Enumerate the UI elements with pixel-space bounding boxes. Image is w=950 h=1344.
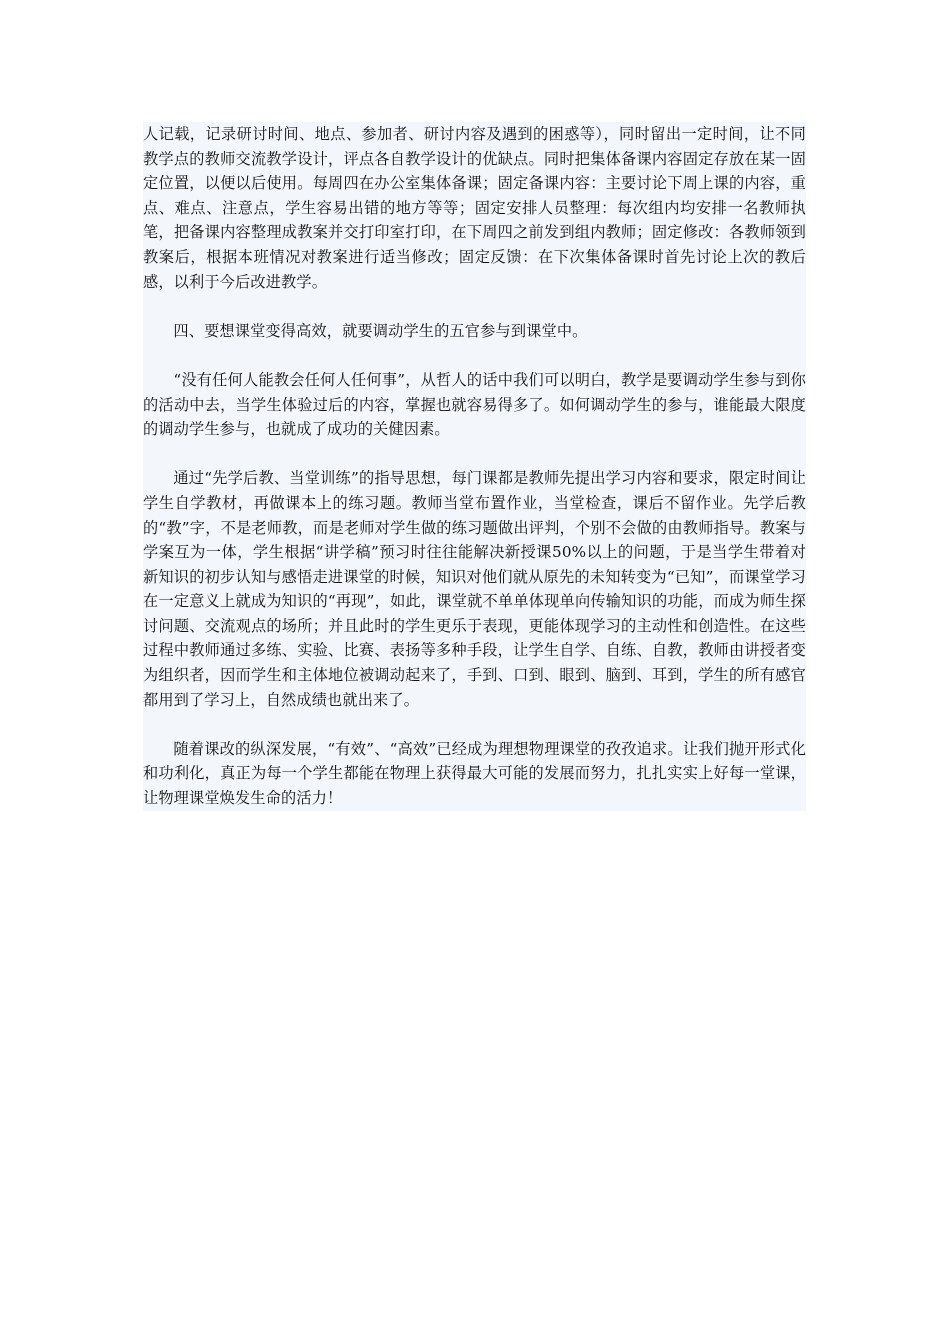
section-heading-four: 四、要想课堂变得高效，就要调动学生的五官参与到课堂中。 (173, 321, 588, 340)
paragraph-spacer (143, 343, 806, 368)
paragraph-learn-first-teach-later: 通过“先学后教、当堂训练”的指导思想，每门课都是教师先提出学习内容和要求，限定时间让学生自学教材，再做课本上的练习题。教师当堂布置作业，当堂检查，课后不留作业。先学后教的“教”字，不是老师教，而是老师对学生做的练习题做出评判，个别不会做的由教师指导。教案与学案互为一体，学生根据“讲学稿”预习时往往能解决新授课50%以上的问题，于是当学生带着对新知识的初步认知与感悟走进课堂的时候，知识对他们就从原先的未知转变为“已知”，而课堂学习在一定意义上就成为知识的“再现”，如此，课堂就不单单体现单向传输知识的功能，而成为师生探讨问题、交流观点的场所；并且此时的学生更乐于表现，更能体现学习的主动性和创造性。在这些过程中教师通过多练、实验、比赛、表扬等多种手段，让学生自学、自练、自教，教师由讲授者变为组织者，因而学生和主体地位被调动起来了，手到、口到、眼到、脑到、耳到，学生的所有感官都用到了学习上，自然成绩也就出来了。 (143, 469, 806, 709)
paragraph-spacer (143, 712, 806, 737)
document-text-block (143, 122, 806, 811)
paragraph-spacer (143, 294, 806, 319)
paragraph-philosopher-quote: “没有任何人能教会任何人任何事”，从哲人的话中我们可以明白，教学是要调动学生参与到你的活动中去，当学生体验过后的内容，掌握也就容易得多了。如何调动学生的参与，谁能最大限度的调动学生参与，也就成了成功的关健因素。 (143, 370, 806, 439)
paragraph-conclusion: 随着课改的纵深发展，“有效”、“高效”已经成为理想物理课堂的孜孜追求。让我们抛开形式化和功利化，真正为每一个学生都能在物理上获得最大可能的发展而努力，扎扎实实上好每一堂课，让物理课堂焕发生命的活力！ (143, 739, 806, 808)
paragraph-collective-lesson-prep: 人记载，记录研讨时间、地点、参加者、研讨内容及遇到的困惑等），同时留出一定时间，让不同教学点的教师交流教学设计，评点各自教学设计的优缺点。同时把集体备课内容固定存放在某一固定位置，以便以后使用。每周四在办公室集体备课；固定备课内容：主要讨论下周上课的内容，重点、难点、注意点，学生容易出错的地方等等；固定安排人员整理：每次组内均安排一名教师执笔，把备课内容整理成教案并交打印室打印，在下周四之前发到组内教师；固定修改：各教师领到教案后，根据本班情况对教案进行适当修改；固定反馈：在下次集体备课时首先讨论上次的教后感，以利于今后改进教学。 (143, 125, 806, 291)
paragraph-spacer (143, 442, 806, 467)
